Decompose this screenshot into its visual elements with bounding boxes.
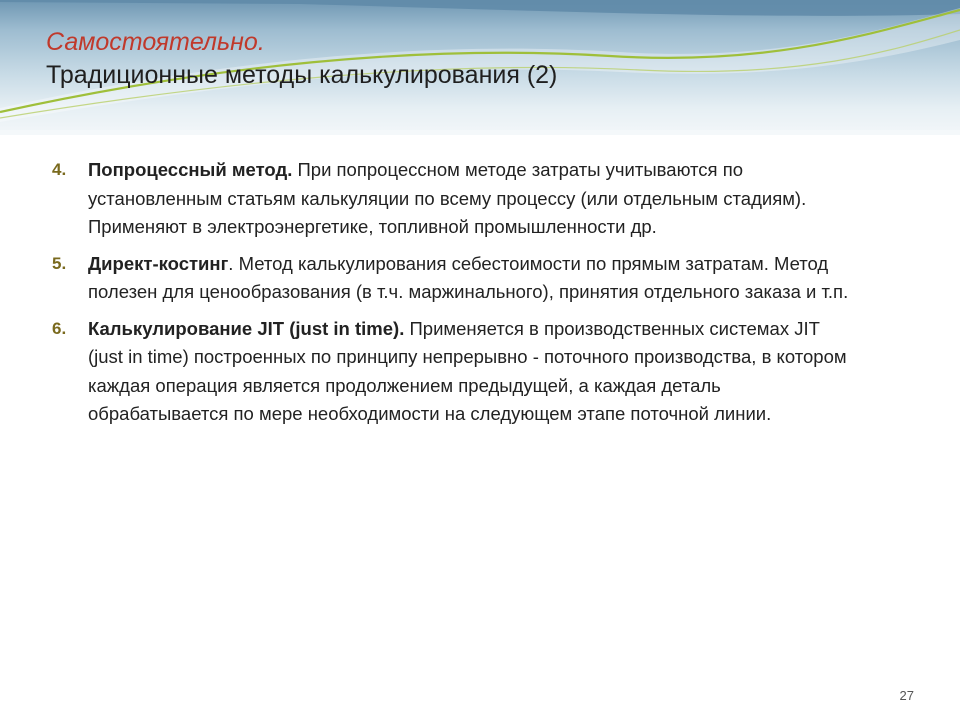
- list-item: [52, 315, 852, 429]
- list-item-text: [88, 250, 852, 307]
- list-item: [52, 156, 852, 242]
- list-item-body: Применяется в производственных системах JIT (just in time) построенных по принципу непрерывно - поточного производства, в котором каждая операция является продолжением предыдущей, а каждая деталь обрабатывается по мере необходимости на следующем этапе поточной линии.: [88, 317, 847, 424]
- list-item-heading: Попроцессный метод.: [88, 159, 293, 180]
- list-item-number: 4.: [52, 160, 67, 179]
- list-item-number: 6.: [52, 318, 67, 338]
- title-block: [46, 26, 926, 92]
- list-item-heading: Директ-костинг: [88, 252, 229, 274]
- slide-subtitle: Самостоятельно.: [46, 28, 265, 56]
- page-number: 27: [899, 688, 914, 703]
- slide-title: Традиционные методы калькулирования (2): [46, 61, 558, 89]
- list-item-text: [88, 156, 852, 242]
- list-item-text: [88, 315, 852, 429]
- list-item-body: . Метод калькулирования себестоимости по прямым затратам. Метод полезен для ценообразования (в т.ч. маржинального), принятия отдельного заказа и т.п.: [88, 252, 849, 302]
- list-item-body: При попроцессном методе затраты учитываются по установленным статьям калькуляции по всему процессу (или отдельным стадиям). Применяют в электроэнергетике, топливной промышленности др.: [88, 159, 807, 237]
- list-item-heading: Калькулирование JIT (just in time).: [88, 317, 405, 339]
- list-item-number: 5.: [52, 253, 67, 273]
- content-list: [52, 156, 852, 437]
- list-item: [52, 250, 852, 307]
